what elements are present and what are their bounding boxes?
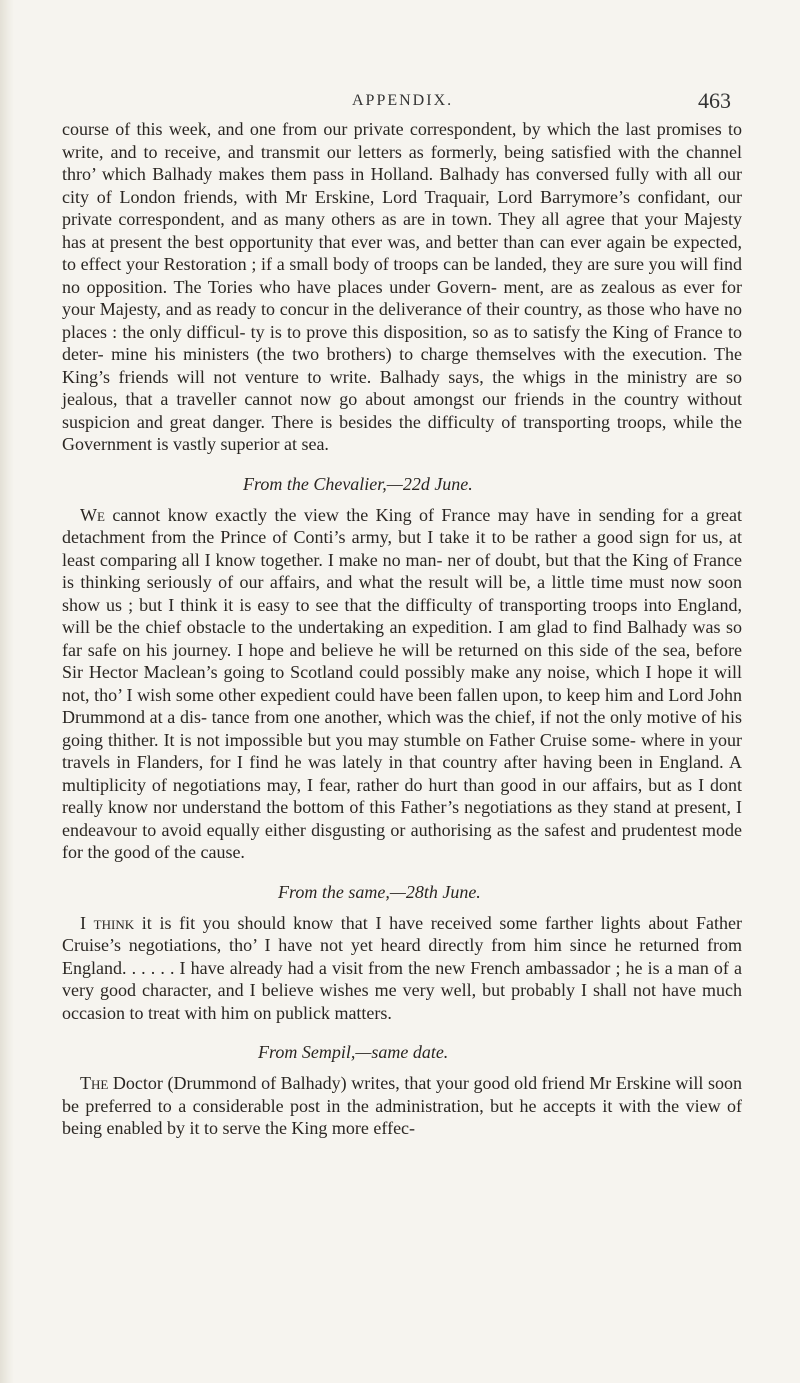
page-number: 463 — [698, 88, 731, 113]
paragraph-lead-word: I think — [80, 912, 135, 933]
heading-date: 28th June. — [405, 881, 481, 902]
heading-source: From the same,— — [278, 881, 406, 902]
heading-date: same date. — [371, 1042, 449, 1062]
letter-heading-same-28-june — [62, 880, 742, 904]
paragraph-lead-word: The — [80, 1073, 109, 1093]
heading-source: From the Chevalier,— — [243, 473, 403, 494]
paragraph-body: it is fit you should know that I have received some farther lights about Father Cruise’s negotiations, tho’ I have not yet heard directly from him since he returned from England. . . . . . I have already had a visit from the new French ambassador ; he is a man of a very good character, and I believe wishes me very well, but probably I shall not have much occasion to treat with him on publick matters. — [62, 912, 742, 1023]
letter-paragraph — [62, 1072, 742, 1140]
letter-heading-chevalier-22-june — [62, 472, 742, 496]
running-head-title: APPENDIX. — [352, 92, 454, 109]
heading-date: 22d June. — [402, 473, 473, 494]
paragraph-body: cannot know exactly the view the King of France may have in sending for a great detachment from the Prince of Conti’s army, but I take it to be rather a good sign for us, at least comparing all I know together. I make no man- ner of doubt, but that the King of France is thinking seriously of our affairs, and what the result will be, a little time must now soon show us ; but I think it is easy to see that the difficulty of transporting troops into England, will be the chief obstacle to the undertaking an expedition. I am glad to find Balhady was so far safe on his journey. I hope and believe he will be returned on this side of the sea, before Sir Hector Maclean’s going to Scotland could possibly make any noise, which I hope it will not, tho’ I wish some other expedient could have been fallen upon, to keep him and Lord John Drummond at a dis- tance from one another, which was the chief, if not the only motive of his going thither. It is not impossible but you may stumble on Father Cruise some- where in your travels in Flanders, for I find he was lately in that country after having been in England. A multiplicity of negotiations may, I fear, rather do hurt than good in our affairs, but as I dont really know nor understand the bottom of this Father’s negotiations as they stand at present, I endeavour to avoid equally either disgusting or authorising as the safest and prudentest mode for the good of the cause. — [62, 504, 742, 862]
paragraph-continuation: course of this week, and one from our private correspondent, by which the last promises to write, and to receive, and transmit our letters as formerly, being satisfied with the channel thro’ which Balhady makes them pass in Holland. Balhady has conversed fully with all our city of London friends, with Mr Erskine, Lord Traquair, Lord Barrymore’s confidant, our private correspondent, and as many others as are in town. They all agree that your Majesty has at present the best opportunity that ever was, and better than can ever again be expected, to effect your Restoration ; if a small body of troops can be landed, they are sure you will find no opposition. The Tories who have places under Govern- ment, are as zealous as ever for your Majesty, and as ready to concur in the deliverance of their country, as those who have no places : the only difficul- ty is to prove this disposition, so as to satisfy the King of France to deter- mine his ministers (the two brothers) to charge themselves with the execution. The King’s friends will not venture to write. Balhady says, the whigs in the ministry are so jealous, that a traveller cannot now go about amongst our friends in the country without suspicion and great danger. There is besides the difficulty of transporting troops, while the Government is vastly superior at sea. — [62, 119, 742, 454]
page-body — [62, 118, 742, 1140]
paragraph-lead-word: We — [80, 504, 105, 525]
letter-paragraph — [62, 912, 742, 1025]
paragraph-body: Doctor (Drummond of Balhady) writes, that your good old friend Mr Erskine will soon be preferred to a considerable post in the administration, but he accepts it with the view of being enabled by it to serve the King more effec- — [62, 1073, 742, 1138]
letter-heading-sempil-same-date — [62, 1040, 742, 1064]
letter-paragraph — [62, 504, 742, 864]
heading-source: From Sempil,— — [258, 1042, 372, 1062]
